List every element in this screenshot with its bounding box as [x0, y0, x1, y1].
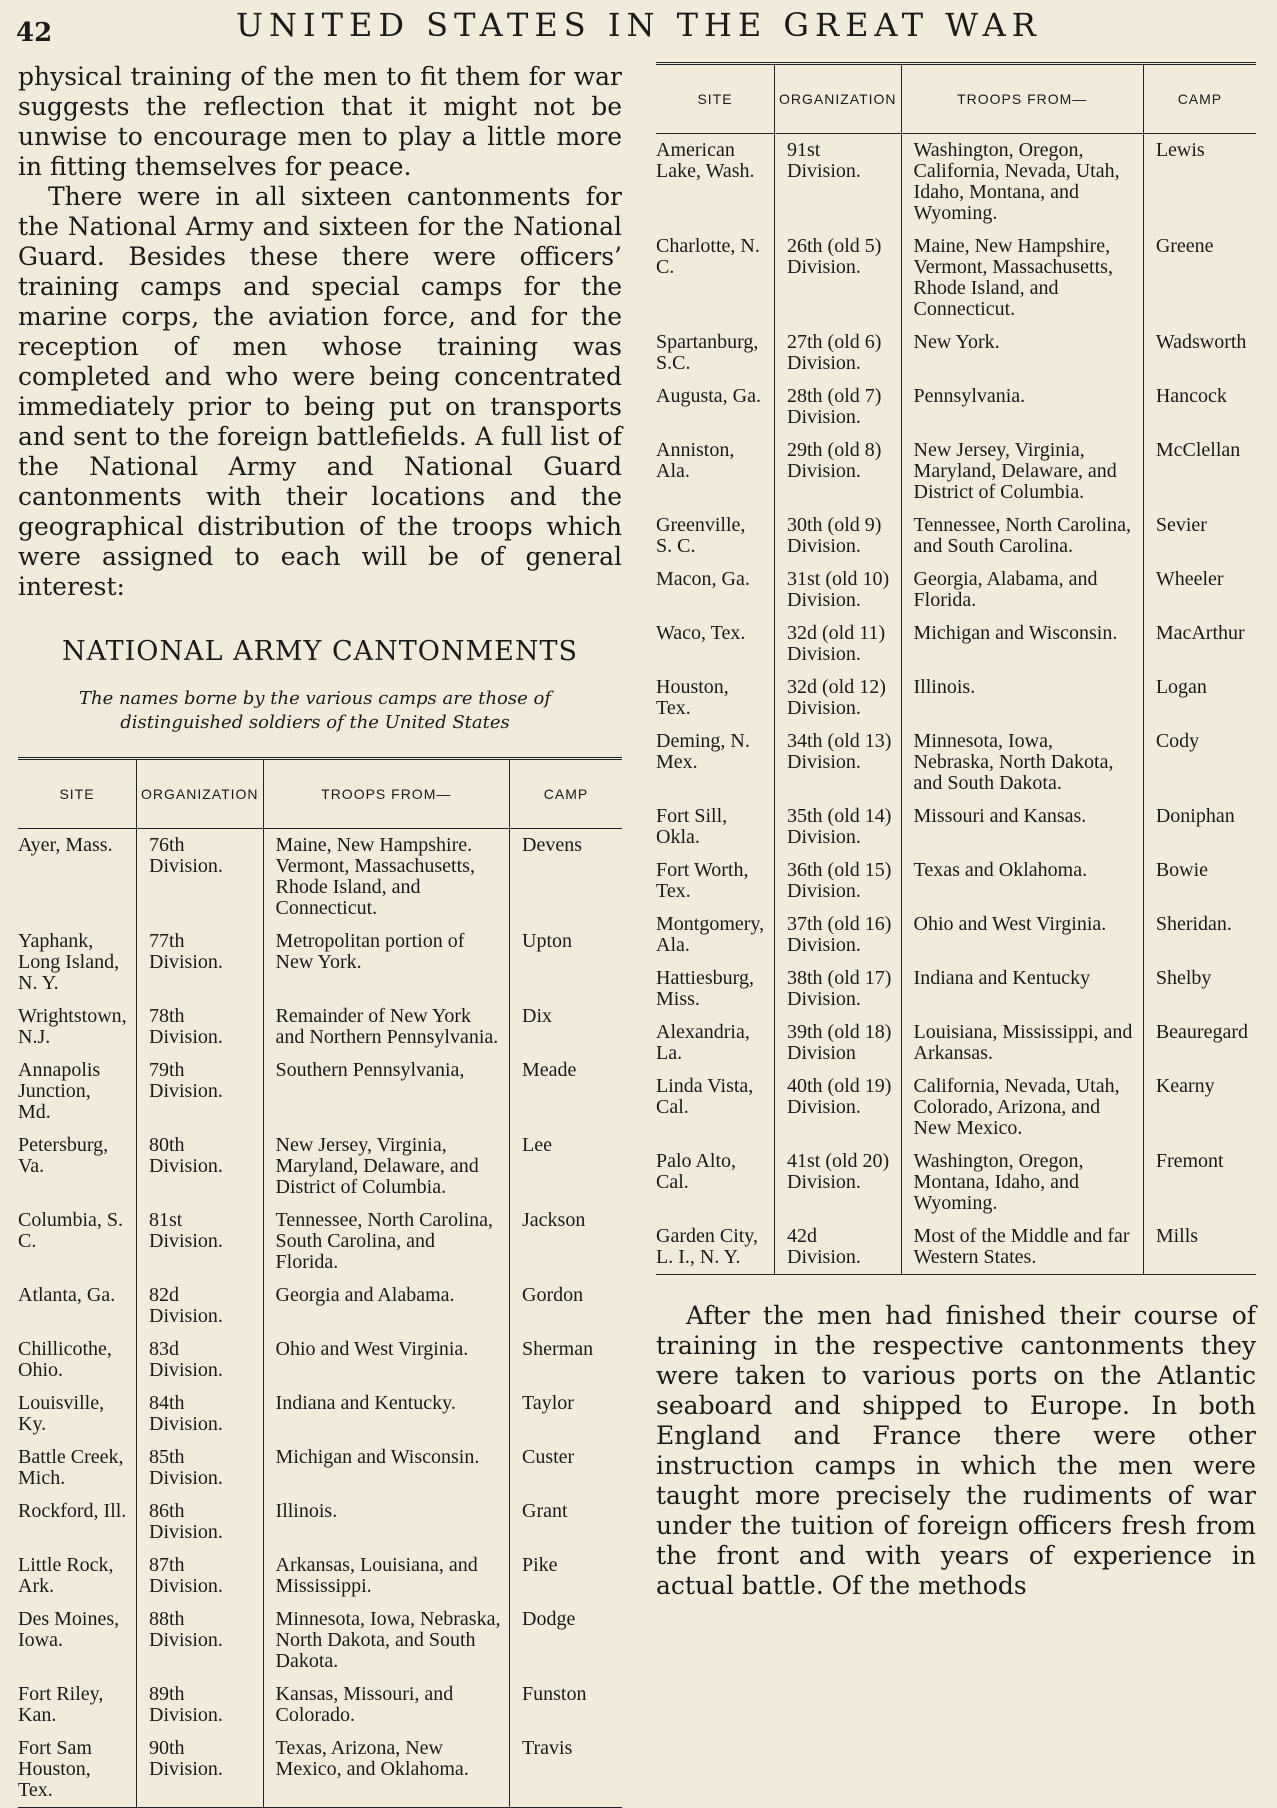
camp-cell: Hancock: [1155, 385, 1227, 407]
site-cell: Little Rock, Ark.: [18, 1549, 137, 1603]
organization-cell: 26th (old 5) Division.: [775, 230, 902, 326]
site-cell: Garden City, L. I., N. Y.: [656, 1220, 775, 1275]
organization-cell: 41st (old 20) Division.: [775, 1145, 902, 1220]
troops-cell: Arkansas, Louisiana, and Mississippi.: [263, 1549, 509, 1603]
troops-cell: Pennsylvania.: [901, 380, 1143, 434]
left-column: [18, 62, 622, 1808]
camp-cell: Jackson: [522, 1209, 586, 1231]
organization-cell: 28th (old 7) Division.: [775, 380, 902, 434]
organization-cell: 32d (old 12) Division.: [775, 671, 902, 725]
site-cell: Deming, N. Mex.: [656, 725, 775, 800]
running-head: UNITED STATES IN THE GREAT WAR: [236, 6, 1042, 44]
troops-cell: Michigan and Wisconsin.: [263, 1441, 509, 1495]
troops-cell: Texas, Arizona, New Mexico, and Oklahoma.: [263, 1732, 509, 1808]
camp-cell: Sevier: [1155, 514, 1207, 536]
site-cell: Charlotte, N. C.: [656, 230, 775, 326]
site-cell: Atlanta, Ga.: [18, 1279, 137, 1333]
troops-cell: Tennessee, North Carolina, and South Carolina.: [901, 509, 1143, 563]
organization-cell: 85th Division.: [137, 1441, 264, 1495]
table-row: [656, 380, 1256, 434]
organization-cell: 38th (old 17) Division.: [775, 962, 902, 1016]
troops-cell: Ohio and West Virginia.: [901, 908, 1143, 962]
site-cell: Fort Worth, Tex.: [656, 854, 775, 908]
table-row: [18, 1129, 622, 1204]
section-title: NATIONAL ARMY CANTONMENTS: [61, 636, 578, 667]
table-row: [656, 326, 1256, 380]
table-row: [18, 1678, 622, 1732]
troops-cell: New Jersey, Virginia, Maryland, Delaware, and District of Columbia.: [263, 1129, 509, 1204]
troops-cell: Illinois.: [901, 671, 1143, 725]
site-cell: Augusta, Ga.: [656, 380, 775, 434]
troops-cell: Texas and Oklahoma.: [901, 854, 1143, 908]
camp-cell: Dix: [522, 1005, 552, 1027]
site-cell: Battle Creek, Mich.: [18, 1441, 137, 1495]
organization-cell: 91st Division.: [775, 134, 902, 231]
camp-cell: Funston: [522, 1683, 587, 1705]
camp-cell: Devens: [522, 834, 582, 856]
organization-cell: 79th Division.: [137, 1054, 264, 1129]
table-row: [656, 725, 1256, 800]
organization-cell: 76th Division.: [137, 829, 264, 926]
site-cell: Linda Vista, Cal.: [656, 1070, 775, 1145]
troops-cell: Most of the Middle and far Western States.: [901, 1220, 1143, 1275]
site-cell: Annapolis Junction, Md.: [18, 1054, 137, 1129]
site-cell: Des Moines, Iowa.: [18, 1603, 137, 1678]
national-guard-rows: [656, 134, 1256, 1275]
table-row: [656, 671, 1256, 725]
organization-cell: 40th (old 19) Division.: [775, 1070, 902, 1145]
table-row: [18, 925, 622, 1000]
camp-cell: Beauregard: [1155, 1021, 1248, 1043]
table-row: [18, 1549, 622, 1603]
organization-cell: 30th (old 9) Division.: [775, 509, 902, 563]
troops-cell: Washington, Oregon, California, Nevada, Utah, Idaho, Montana, and Wyoming.: [901, 134, 1143, 231]
table-row: [18, 1204, 622, 1279]
table-row: [656, 908, 1256, 962]
organization-cell: 36th (old 15) Division.: [775, 854, 902, 908]
camp-cell: Logan: [1155, 676, 1207, 698]
site-cell: Greenville, S. C.: [656, 509, 775, 563]
camp-cell: Grant: [522, 1500, 568, 1522]
camp-cell: Wadsworth: [1155, 331, 1247, 353]
table-row: [656, 962, 1256, 1016]
table-row: [18, 1333, 622, 1387]
camp-cell: Custer: [522, 1446, 575, 1468]
national-army-table: [18, 757, 622, 1808]
site-cell: Wrightstown, N.J.: [18, 1000, 137, 1054]
site-cell: Fort Sill, Okla.: [656, 800, 775, 854]
troops-cell: New York.: [901, 326, 1143, 380]
troops-cell: Louisiana, Mississippi, and Arkansas.: [901, 1016, 1143, 1070]
troops-cell: Maine, New Hampshire, Vermont, Massachusetts, Rhode Island, and Connecticut.: [901, 230, 1143, 326]
site-cell: Petersburg, Va.: [18, 1129, 137, 1204]
camp-cell: Upton: [522, 930, 572, 952]
organization-cell: 89th Division.: [137, 1678, 264, 1732]
site-cell: Alexandria, La.: [656, 1016, 775, 1070]
organization-cell: 77th Division.: [137, 925, 264, 1000]
table-row: [656, 434, 1256, 509]
camp-cell: MacArthur: [1155, 622, 1245, 644]
camp-cell: Gordon: [522, 1284, 584, 1306]
camp-cell: Dodge: [522, 1608, 576, 1630]
organization-cell: 83d Division.: [137, 1333, 264, 1387]
camp-cell: Lewis: [1155, 139, 1205, 161]
troops-cell: Kansas, Missouri, and Colorado.: [263, 1678, 509, 1732]
troops-cell: Indiana and Kentucky: [901, 962, 1143, 1016]
header-troops: TROOPS FROM—: [263, 759, 509, 829]
table-row: [656, 563, 1256, 617]
intro-paragraph-2: There were in all sixteen cantonments for the National Army and sixteen for the National Guard. Besides these there were officers’ training camps and special camps for the marine corps, the aviation force, and for the reception of men whose training was completed and who were being concentrated immediately prior to being put on transports and sent to the foreign battlefields. A full list of the National Army and National Guard cantonments with their locations and the geographical distribution of the troops which were assigned to each will be of general interest:: [18, 182, 622, 601]
camp-cell: Sheridan.: [1155, 913, 1232, 935]
organization-cell: 31st (old 10) Division.: [775, 563, 902, 617]
table-row: [18, 1279, 622, 1333]
organization-cell: 82d Division.: [137, 1279, 264, 1333]
table-row: [656, 230, 1256, 326]
organization-cell: 84th Division.: [137, 1387, 264, 1441]
closing-text: [656, 1301, 1256, 1601]
camp-cell: Taylor: [522, 1392, 574, 1414]
troops-cell: New Jersey, Virginia, Maryland, Delaware, and District of Columbia.: [901, 434, 1143, 509]
site-cell: Louisville, Ky.: [18, 1387, 137, 1441]
table-row: [656, 134, 1256, 231]
table-row: [656, 509, 1256, 563]
table-row: [18, 829, 622, 926]
organization-cell: 86th Division.: [137, 1495, 264, 1549]
troops-cell: Georgia, Alabama, and Florida.: [901, 563, 1143, 617]
header-organization: ORGANIZATION: [775, 64, 902, 134]
camp-cell: Kearny: [1155, 1075, 1215, 1097]
table-row: [18, 1000, 622, 1054]
site-cell: Yaphank, Long Island, N. Y.: [18, 925, 137, 1000]
header-organization: ORGANIZATION: [137, 759, 264, 829]
troops-cell: Georgia and Alabama.: [263, 1279, 509, 1333]
organization-cell: 87th Division.: [137, 1549, 264, 1603]
table-header-row: [18, 759, 622, 829]
site-cell: Palo Alto, Cal.: [656, 1145, 775, 1220]
table-row: [656, 1220, 1256, 1275]
header-camp: CAMP: [1143, 64, 1256, 134]
site-cell: Ayer, Mass.: [18, 829, 137, 926]
organization-cell: 37th (old 16) Division.: [775, 908, 902, 962]
table-row: [656, 854, 1256, 908]
organization-cell: 90th Division.: [137, 1732, 264, 1808]
table-row: [18, 1387, 622, 1441]
organization-cell: 42d Division.: [775, 1220, 902, 1275]
page-number: 42: [16, 18, 53, 48]
site-cell: Hattiesburg, Miss.: [656, 962, 775, 1016]
closing-paragraph: After the men had finished their course of training in the respective cantonments they were taken to various ports on the Atlantic seaboard and shipped to Europe. In both England and France there were other instruction camps in which the men were taught more precisely the rudiments of war under the tuition of foreign officers fresh from the front and with years of experience in actual battle. Of the methods: [656, 1301, 1256, 1600]
table-row: [656, 617, 1256, 671]
troops-cell: Remainder of New York and Northern Pennsylvania.: [263, 1000, 509, 1054]
troops-cell: Michigan and Wisconsin.: [901, 617, 1143, 671]
troops-cell: Washington, Oregon, Montana, Idaho, and Wyoming.: [901, 1145, 1143, 1220]
site-cell: Anniston, Ala.: [656, 434, 775, 509]
site-cell: Fort Sam Houston, Tex.: [18, 1732, 137, 1808]
camp-cell: Bowie: [1155, 859, 1209, 881]
site-cell: Fort Riley, Kan.: [18, 1678, 137, 1732]
site-cell: Waco, Tex.: [656, 617, 775, 671]
troops-cell: Illinois.: [263, 1495, 509, 1549]
camp-cell: Mills: [1155, 1225, 1199, 1247]
site-cell: Macon, Ga.: [656, 563, 775, 617]
camp-cell: Lee: [522, 1134, 552, 1156]
organization-cell: 32d (old 11) Division.: [775, 617, 902, 671]
table-row: [18, 1441, 622, 1495]
site-cell: Columbia, S. C.: [18, 1204, 137, 1279]
organization-cell: 34th (old 13) Division.: [775, 725, 902, 800]
organization-cell: 39th (old 18) Division: [775, 1016, 902, 1070]
intro-paragraph-1: physical training of the men to fit them for war suggests the reflection that it might not be unwise to encourage men to play a little more in fitting themselves for peace.: [18, 62, 622, 181]
intro-text: [18, 62, 622, 602]
table-row: [656, 1016, 1256, 1070]
header-troops: TROOPS FROM—: [901, 64, 1143, 134]
camp-cell: Wheeler: [1155, 568, 1224, 590]
table-row: [18, 1054, 622, 1129]
site-cell: Montgomery, Ala.: [656, 908, 775, 962]
camp-cell: Shelby: [1155, 967, 1212, 989]
troops-cell: California, Nevada, Utah, Colorado, Arizona, and New Mexico.: [901, 1070, 1143, 1145]
table-row: [656, 1070, 1256, 1145]
site-cell: American Lake, Wash.: [656, 134, 775, 231]
camp-cell: Travis: [522, 1737, 573, 1759]
organization-cell: 88th Division.: [137, 1603, 264, 1678]
national-army-rows: [18, 829, 622, 1808]
organization-cell: 27th (old 6) Division.: [775, 326, 902, 380]
site-cell: Chillicothe, Ohio.: [18, 1333, 137, 1387]
organization-cell: 78th Division.: [137, 1000, 264, 1054]
table-header-row: [656, 64, 1256, 134]
troops-cell: Missouri and Kansas.: [901, 800, 1143, 854]
organization-cell: 29th (old 8) Division.: [775, 434, 902, 509]
troops-cell: Ohio and West Virginia.: [263, 1333, 509, 1387]
camp-cell: Pike: [522, 1554, 558, 1576]
organization-cell: 80th Division.: [137, 1129, 264, 1204]
camp-cell: Sherman: [522, 1338, 594, 1360]
troops-cell: Minnesota, Iowa, Nebraska, North Dakota, and South Dakota.: [263, 1603, 509, 1678]
table-row: [18, 1732, 622, 1808]
camp-cell: Cody: [1155, 730, 1200, 752]
table-row: [656, 800, 1256, 854]
troops-cell: Indiana and Kentucky.: [263, 1387, 509, 1441]
table-row: [18, 1495, 622, 1549]
camp-cell: McClellan: [1155, 439, 1241, 461]
table-row: [656, 1145, 1256, 1220]
troops-cell: Southern Pennsylvania,: [263, 1054, 509, 1129]
site-cell: Houston, Tex.: [656, 671, 775, 725]
organization-cell: 35th (old 14) Division.: [775, 800, 902, 854]
troops-cell: Maine, New Hampshire. Vermont, Massachusetts, Rhode Island, and Connecticut.: [263, 829, 509, 926]
site-cell: Spartanburg, S.C.: [656, 326, 775, 380]
camp-cell: Doniphan: [1155, 805, 1235, 827]
camp-cell: Fremont: [1155, 1150, 1224, 1172]
header-site: SITE: [656, 64, 775, 134]
section-caption: The names borne by the various camps are those of distinguished soldiers of the United States: [78, 688, 552, 733]
header-site: SITE: [18, 759, 137, 829]
right-column: [656, 62, 1256, 1601]
camp-cell: Meade: [522, 1059, 577, 1081]
header-camp: CAMP: [510, 759, 623, 829]
troops-cell: Minnesota, Iowa, Nebraska, North Dakota, and South Dakota.: [901, 725, 1143, 800]
camp-cell: Greene: [1155, 235, 1214, 257]
organization-cell: 81st Division.: [137, 1204, 264, 1279]
site-cell: Rockford, Ill.: [18, 1495, 137, 1549]
troops-cell: Tennessee, North Carolina, South Carolina, and Florida.: [263, 1204, 509, 1279]
national-guard-table: [656, 62, 1256, 1275]
table-row: [18, 1603, 622, 1678]
troops-cell: Metropolitan portion of New York.: [263, 925, 509, 1000]
